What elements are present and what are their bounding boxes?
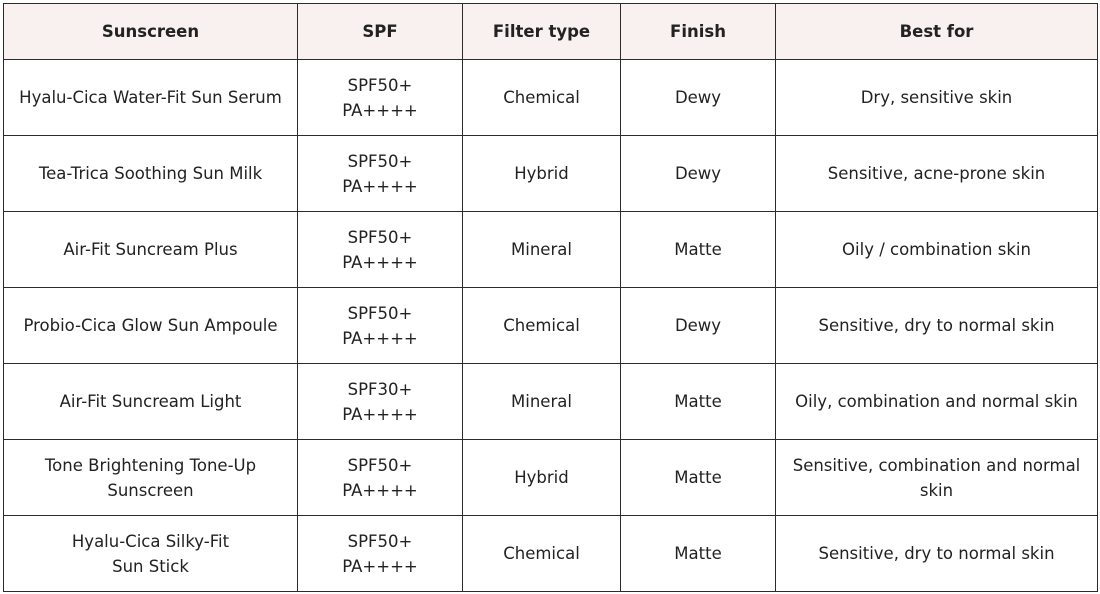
table-row	[4, 136, 1098, 212]
cell-filter-type: Mineral	[463, 212, 621, 288]
cell-finish: Dewy	[621, 288, 776, 364]
cell-filter-type: Hybrid	[463, 440, 621, 516]
table-row	[4, 288, 1098, 364]
cell-finish: Dewy	[621, 60, 776, 136]
cell-spf: SPF50+ PA++++	[298, 288, 463, 364]
sunscreen-comparison-table-wrapper	[3, 3, 1098, 592]
cell-sunscreen: Tone Brightening Tone-Up Sunscreen	[4, 440, 298, 516]
cell-finish: Matte	[621, 364, 776, 440]
header-row	[4, 4, 1098, 60]
cell-spf: SPF50+ PA++++	[298, 212, 463, 288]
cell-sunscreen: Probio-Cica Glow Sun Ampoule	[4, 288, 298, 364]
cell-finish: Matte	[621, 440, 776, 516]
header-filter-type: Filter type	[463, 4, 621, 60]
cell-sunscreen: Air-Fit Suncream Light	[4, 364, 298, 440]
cell-best-for: Dry, sensitive skin	[776, 60, 1098, 136]
cell-sunscreen: Hyalu-Cica Water-Fit Sun Serum	[4, 60, 298, 136]
cell-filter-type: Hybrid	[463, 136, 621, 212]
cell-spf: SPF50+ PA++++	[298, 516, 463, 592]
header-sunscreen: Sunscreen	[4, 4, 298, 60]
cell-best-for: Oily, combination and normal skin	[776, 364, 1098, 440]
cell-filter-type: Chemical	[463, 60, 621, 136]
table-row	[4, 516, 1098, 592]
table-row	[4, 364, 1098, 440]
cell-spf: SPF50+ PA++++	[298, 136, 463, 212]
cell-best-for: Sensitive, combination and normal skin	[776, 440, 1098, 516]
cell-best-for: Sensitive, dry to normal skin	[776, 516, 1098, 592]
cell-finish: Matte	[621, 516, 776, 592]
cell-best-for: Oily / combination skin	[776, 212, 1098, 288]
cell-spf: SPF50+ PA++++	[298, 440, 463, 516]
sunscreen-comparison-table	[3, 3, 1098, 592]
table-row	[4, 60, 1098, 136]
cell-filter-type: Chemical	[463, 288, 621, 364]
cell-spf: SPF50+ PA++++	[298, 60, 463, 136]
table-body	[4, 60, 1098, 592]
cell-filter-type: Mineral	[463, 364, 621, 440]
header-best-for: Best for	[776, 4, 1098, 60]
header-spf: SPF	[298, 4, 463, 60]
header-finish: Finish	[621, 4, 776, 60]
cell-finish: Dewy	[621, 136, 776, 212]
cell-best-for: Sensitive, dry to normal skin	[776, 288, 1098, 364]
table-header	[4, 4, 1098, 60]
cell-sunscreen: Air-Fit Suncream Plus	[4, 212, 298, 288]
cell-best-for: Sensitive, acne-prone skin	[776, 136, 1098, 212]
cell-sunscreen: Hyalu-Cica Silky-Fit Sun Stick	[4, 516, 298, 592]
cell-finish: Matte	[621, 212, 776, 288]
cell-spf: SPF30+ PA++++	[298, 364, 463, 440]
table-row	[4, 440, 1098, 516]
cell-filter-type: Chemical	[463, 516, 621, 592]
cell-sunscreen: Tea-Trica Soothing Sun Milk	[4, 136, 298, 212]
table-row	[4, 212, 1098, 288]
